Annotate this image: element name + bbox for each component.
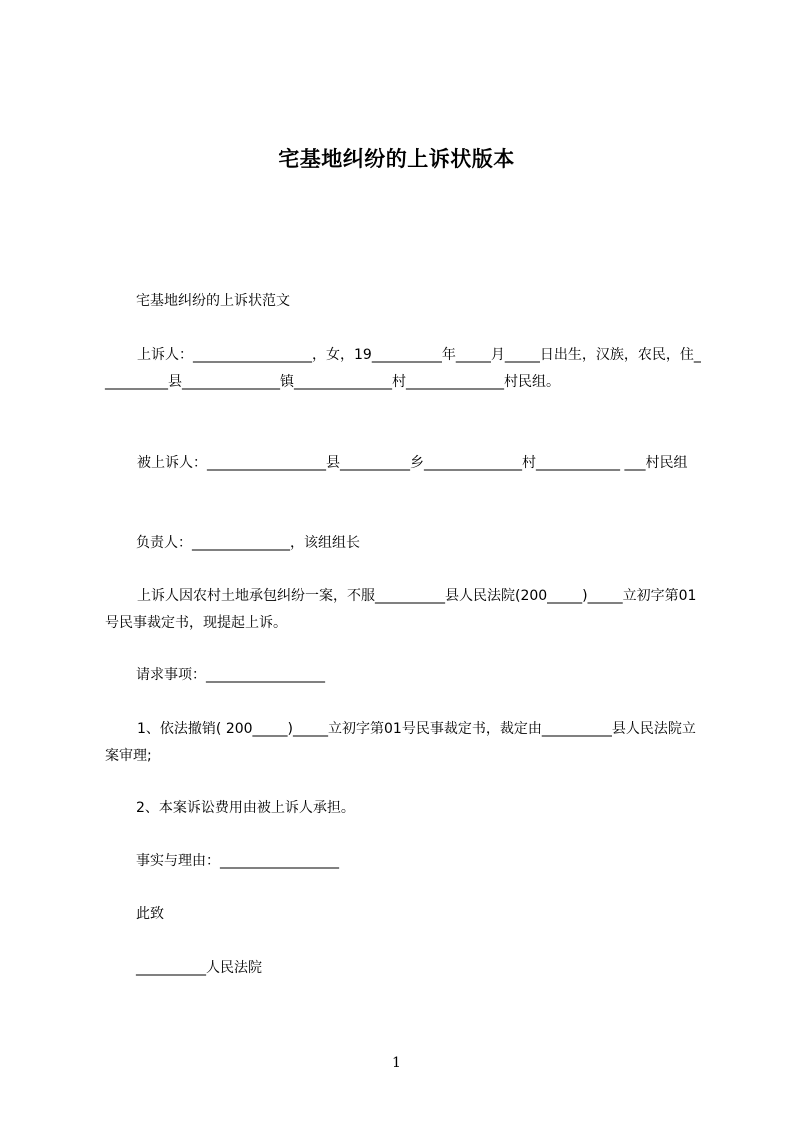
closing-paragraph: 此致 (136, 906, 164, 922)
request-item-2: 2、本案诉讼费用由被上诉人承担。 (136, 800, 355, 816)
request-item-1: 1、依法撤销( 200_____)_____立初字第01号民事裁定书，裁定由__________县人民法院立案审理; (105, 721, 696, 764)
subtitle-paragraph: 宅基地纠纷的上诉状范文 (136, 293, 290, 309)
page-number: 1 (392, 1055, 401, 1071)
court-paragraph: __________人民法院 (136, 960, 262, 976)
document-title: 宅基地纠纷的上诉状版本 (278, 147, 515, 171)
case-intro-paragraph: 上诉人因农村土地承包纠纷一案，不服__________县人民法院(200_____)_____立初字第01号民事裁定书，现提起上诉。 (105, 588, 697, 631)
responsible-paragraph: 负责人：______________，该组组长 (136, 535, 360, 551)
request-heading-paragraph: 请求事项：_________________ (136, 667, 325, 683)
facts-paragraph: 事实与理由：_________________ (136, 853, 339, 869)
appellee-paragraph: 被上诉人：_________________县__________乡______________村____________ ___村民组 (137, 455, 688, 471)
appellant-paragraph: 上诉人：_________________，女，19__________年_____月_____日出生，汉族，农民，住__________县______________镇______________村______________村民组。 (105, 347, 701, 390)
